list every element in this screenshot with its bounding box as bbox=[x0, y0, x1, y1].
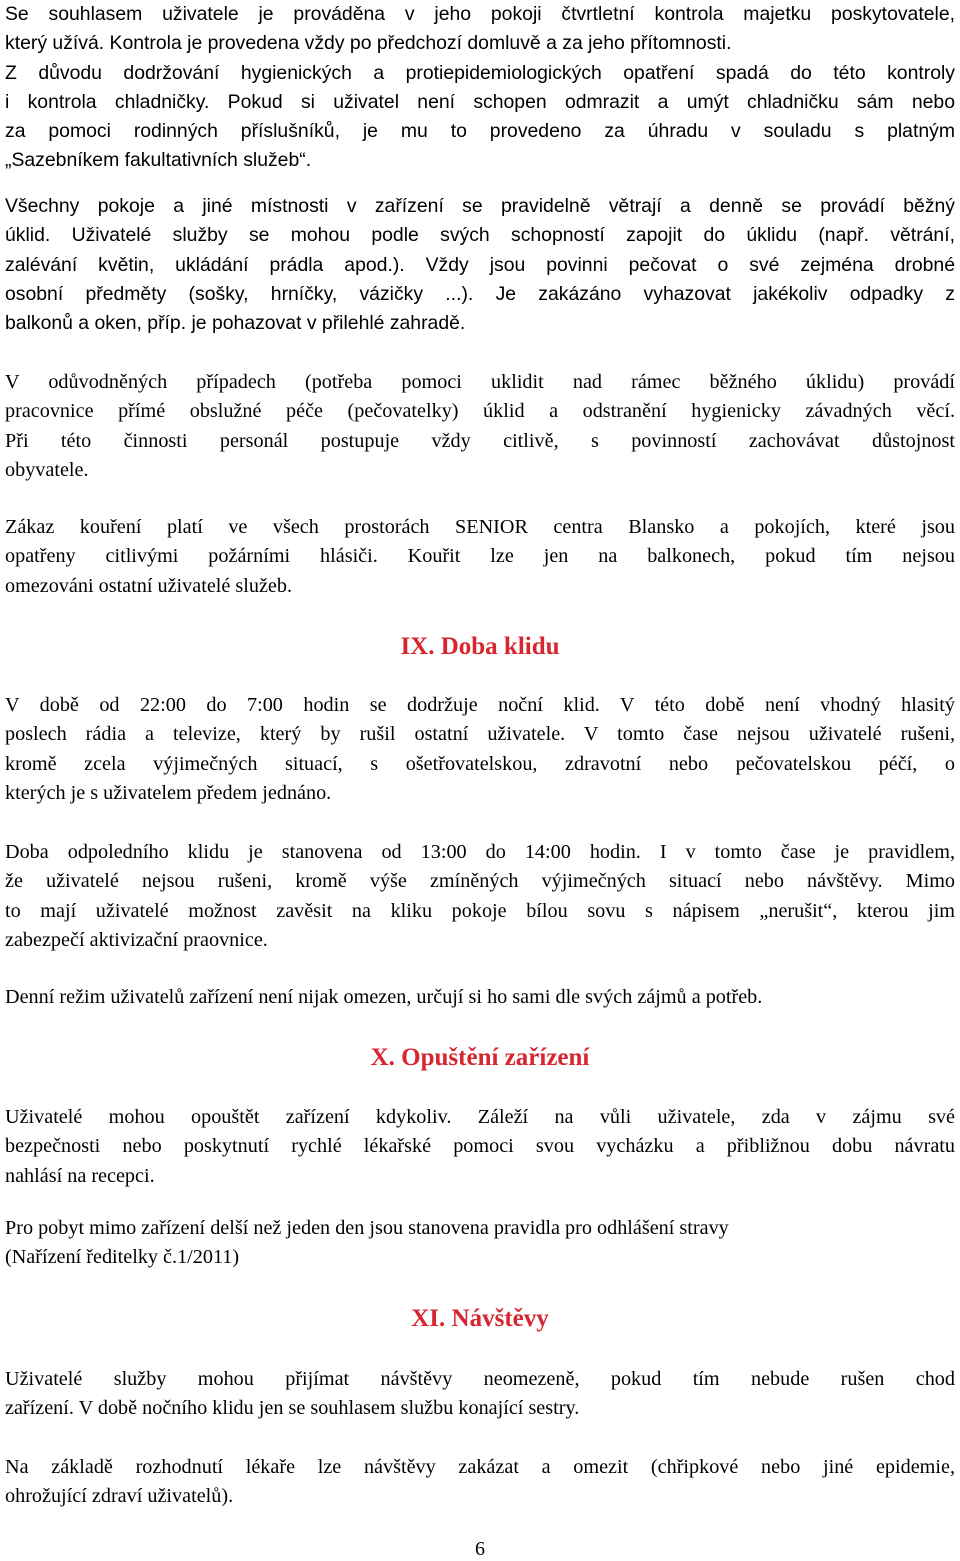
paragraph-night-quiet bbox=[5, 691, 955, 808]
paragraph-afternoon-quiet bbox=[5, 838, 955, 955]
text-line: Při této činnosti personál postupuje vždy citlivě, s povinností zachovávat důstojnost bbox=[5, 429, 955, 452]
section-heading-visits: XI. Návštěvy bbox=[411, 1305, 549, 1332]
paragraph-leaving bbox=[5, 1103, 955, 1191]
text-line: balkonů a oken, příp. je pohazovat v přilehlé zahradě. bbox=[5, 312, 466, 335]
text-line: V době od 22:00 do 7:00 hodin se dodržuje noční klid. V této době není vhodný hlasitý bbox=[5, 694, 955, 716]
text-line: ohrožující zdraví uživatelů). bbox=[5, 1485, 234, 1508]
text-line: V odůvodněných případech (potřeba pomoci uklidit nad rámec běžného úklidu) provádí bbox=[5, 371, 955, 393]
text-line: Pro pobyt mimo zařízení delší než jeden den jsou stanovena pravidla pro odhlášení stravy bbox=[5, 1217, 729, 1239]
text-line: Denní režim uživatelů zařízení není nijak omezen, určují si ho sami dle svých zájmů a potřeb. bbox=[5, 986, 763, 1008]
text-line: pracovnice přímé obslužné péče (pečovatelky) úklid a odstranění hygienicky závadných věcí. bbox=[5, 400, 955, 423]
text-line: Zákaz kouření platí ve všech prostorách SENIOR centra Blansko a pokojích, které jsou bbox=[5, 516, 955, 538]
text-line: Všechny pokoje a jiné místnosti v zařízení se pravidelně větrají a denně se provádí běžný bbox=[5, 195, 955, 217]
text-line: Uživatelé mohou opouštět zařízení kdykoliv. Záleží na vůli uživatele, zda v zájmu své bbox=[5, 1106, 955, 1128]
text-line: Z důvodu dodržování hygienických a protiepidemiologických opatření spadá do této kontroly bbox=[5, 61, 955, 84]
paragraph-smoking bbox=[5, 513, 955, 601]
text-line: i kontrola chladničky. Pokud si uživatel není schopen odmrazit a umýt chladničku sám nebo bbox=[5, 90, 955, 113]
text-line: zabezpečí aktivizační praovnice. bbox=[5, 928, 268, 951]
text-line: kromě zcela výjimečných situací, s ošetřovatelskou, zdravotní nebo pečovatelskou péčí, o bbox=[5, 752, 955, 775]
section-heading-quiet-time: IX. Doba klidu bbox=[400, 633, 560, 660]
text-line: osobní předměty (sošky, hrníčky, vázičky ...). Je zakázáno vyhazovat jakékoliv odpadky z bbox=[5, 282, 955, 305]
paragraph-visit-ban bbox=[5, 1453, 955, 1512]
text-line: kterých je s uživatelem předem jednáno. bbox=[5, 781, 332, 804]
paragraph-inspection bbox=[5, 0, 955, 176]
text-line: „Sazebníkem fakultativních služeb“. bbox=[5, 149, 312, 172]
text-line: úklid. Uživatelé služby se mohou podle svých schopností zapojit do úklidu (např. větrání, bbox=[5, 224, 955, 247]
text-line: omezováni ostatní uživatelé služeb. bbox=[5, 574, 293, 597]
text-line: zařízení. V době nočního klidu jen se souhlasem službu konající sestry. bbox=[5, 1397, 580, 1420]
text-line: za pomoci rodinných příslušníků, je mu to provedeno za úhradu v souladu s platným bbox=[5, 120, 955, 143]
text-line: to mají uživatelé možnost zavěsit na kliku pokoje bílou sovu s nápisem „nerušit“, kterou jim bbox=[5, 899, 955, 922]
paragraph-care-cleaning bbox=[5, 368, 955, 485]
text-line: Se souhlasem uživatele je prováděna v jeho pokoji čtvrtletní kontrola majetku poskytovatele, bbox=[5, 3, 955, 25]
text-line: Na základě rozhodnutí lékaře lze návštěvy zakázat a omezit (chřipkové nebo jiné epidemie, bbox=[5, 1456, 955, 1478]
paragraph-cleaning bbox=[5, 192, 955, 338]
text-line: Uživatelé služby mohou přijímat návštěvy neomezeně, pokud tím nebude rušen chod bbox=[5, 1368, 955, 1390]
text-line: který užívá. Kontrola je provedena vždy po předchozí domluvě a za jeho přítomnosti. bbox=[5, 32, 732, 55]
section-heading-leaving: X. Opuštění zařízení bbox=[370, 1044, 590, 1071]
text-line: poslech rádia a televize, který by rušil ostatní uživatele. V tomto čase nejsou uživatelé rušeni, bbox=[5, 723, 955, 746]
text-line: Doba odpoledního klidu je stanovena od 13:00 do 14:00 hodin. I v tomto čase je pravidlem, bbox=[5, 841, 955, 863]
paragraph-absence bbox=[5, 1214, 955, 1273]
text-line: bezpečnosti nebo poskytnutí rychlé lékařské pomoci svou vycházku a přibližnou dobu návratu bbox=[5, 1135, 955, 1158]
text-line: nahlásí na recepci. bbox=[5, 1164, 155, 1187]
text-line: (Nařízení ředitelky č.1/2011) bbox=[5, 1246, 240, 1269]
text-line: obyvatele. bbox=[5, 458, 89, 481]
paragraph-visits bbox=[5, 1365, 955, 1424]
text-line: opatřeny citlivými požárními hlásiči. Kouřit lze jen na balkonech, pokud tím nejsou bbox=[5, 545, 955, 568]
text-line: že uživatelé nejsou rušeni, kromě výše zmíněných výjimečných situací nebo návštěvy. Mimo bbox=[5, 870, 955, 893]
text-line: zalévání květin, ukládání prádla apod.). Vždy jsou povinni pečovat o své zejména drobné bbox=[5, 253, 955, 276]
paragraph-daily-regime bbox=[5, 983, 955, 1012]
page-number: 6 bbox=[475, 1538, 485, 1560]
